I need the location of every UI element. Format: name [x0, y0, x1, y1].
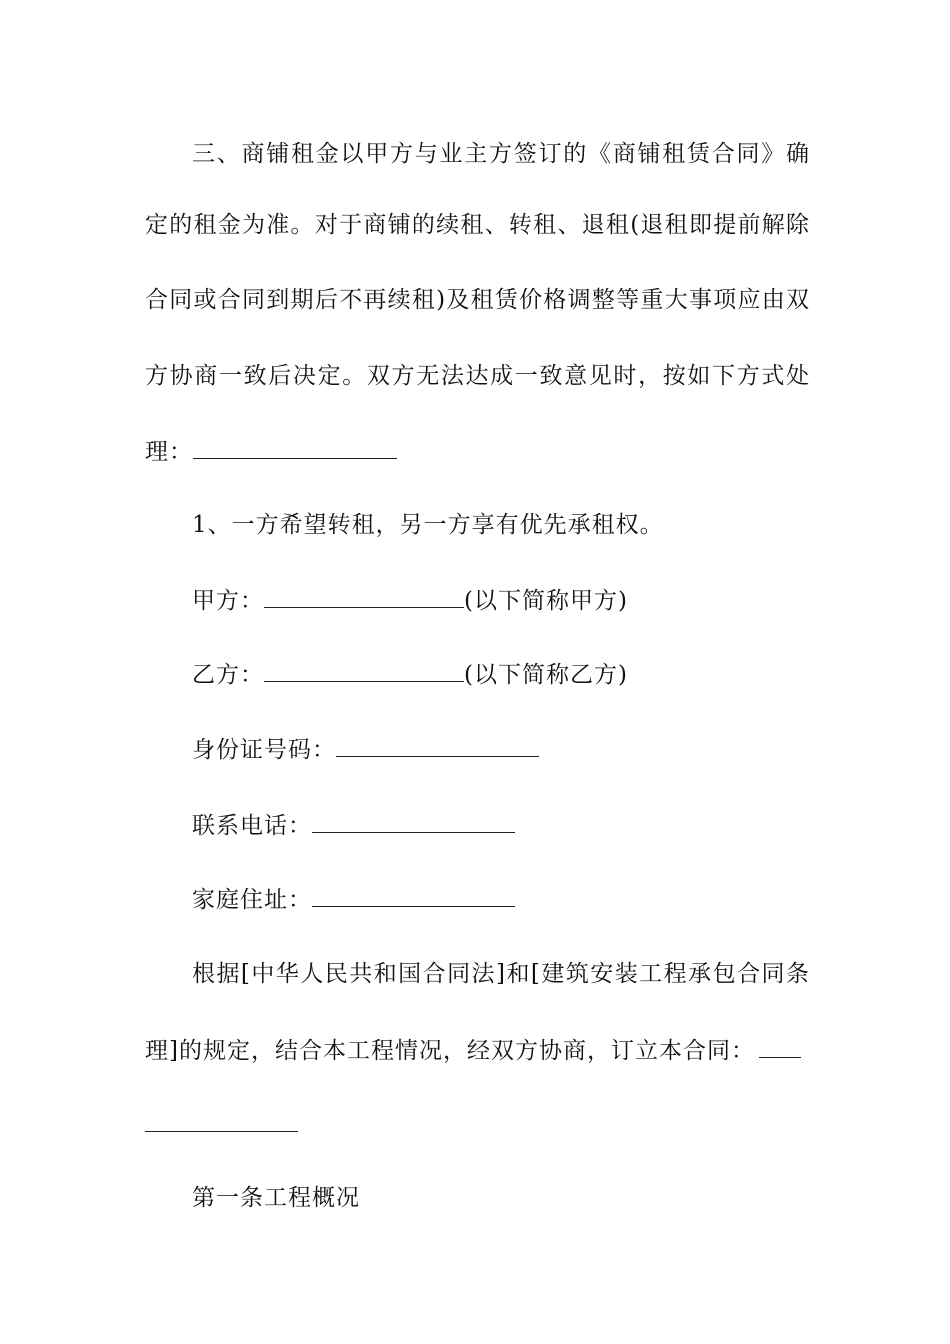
party-a-suffix: (以下简称甲方) [464, 588, 628, 614]
id-number-blank[interactable] [336, 734, 539, 757]
party-b-label: 乙方： [192, 662, 264, 688]
handling-method-blank[interactable] [193, 436, 397, 459]
address-blank[interactable] [312, 884, 515, 907]
party-b-line [192, 659, 810, 690]
basis-line-1: 根据[中华人民共和国合同法]和[建筑安装工程承包合同条 [192, 961, 810, 987]
party-a-blank[interactable] [264, 585, 464, 608]
party-a-label: 甲方： [192, 588, 264, 614]
contract-content-blank[interactable] [759, 1035, 801, 1058]
id-number-line [192, 734, 810, 765]
article-1-title: 第一条工程概况 [192, 1185, 360, 1211]
address-label: 家庭住址： [192, 887, 312, 913]
handling-method-label: 理： [145, 439, 193, 465]
phone-line [192, 810, 810, 841]
party-b-suffix: (以下简称乙方) [464, 662, 628, 688]
basis-line-2-text: 理]的规定，结合本工程情况，经双方协商，订立本合同： [145, 1038, 755, 1064]
clause-1: 1、一方希望转租，另一方享有优先承租权。 [192, 512, 664, 538]
basis-line-2 [145, 1035, 810, 1066]
party-b-blank[interactable] [264, 659, 464, 682]
rent-paragraph-line-3: 合同或合同到期后不再续租)及租赁价格调整等重大事项应由双 [145, 287, 810, 313]
party-a-line [192, 585, 810, 616]
address-line [192, 884, 810, 915]
rent-paragraph-line-5 [145, 436, 810, 467]
rent-paragraph-line-1: 三、商铺租金以甲方与业主方签订的《商铺租赁合同》确 [192, 141, 810, 167]
phone-blank[interactable] [312, 810, 515, 833]
id-number-label: 身份证号码： [192, 737, 336, 763]
rent-paragraph-line-2: 定的租金为准。对于商铺的续租、转租、退租(退租即提前解除 [145, 212, 810, 238]
phone-label: 联系电话： [192, 813, 312, 839]
contract-content-blank-continued[interactable] [145, 1131, 298, 1132]
rent-paragraph-line-4: 方协商一致后决定。双方无法达成一致意见时，按如下方式处 [145, 363, 810, 389]
